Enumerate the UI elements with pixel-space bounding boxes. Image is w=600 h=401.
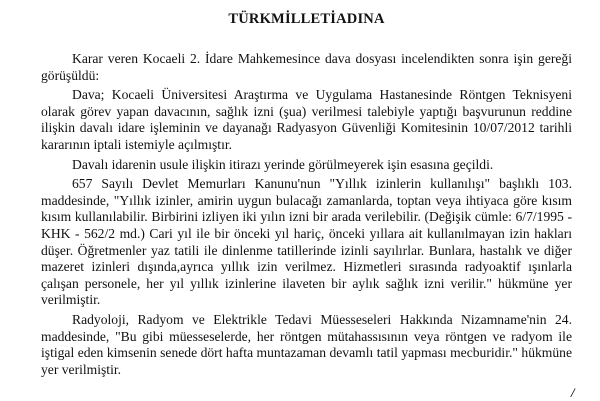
document-title: TÜRKMİLLETİADINA xyxy=(228,11,385,27)
paragraph: 657 Sayılı Devlet Memurları Kanunu'nun "Yıllık izinlerin kullanılışı" başlıklı 103. maddesinde, "Yıllık izinler, amirin uygun bulacağı zamanlarda, toptan veya ihtiyaca göre kısım kısım kullanılabilir. Birbirini izliyen iki yılın izni bir arada verilebilir. (Değişik cümle: 6/7/1995 - KHK - 562/2 md.) Cari yıl ile bir önceki yıl hariç, önceki yıllara ait kullanılmayan izin hakları düşer. Öğretmenler yaz tatili ile dinlenme tatillerinde izinli sayılırlar. Bunlara, hastalık ve diğer mazeret izinleri dışında,ayrıca yıllık izin verilmez. Hizmetleri sırasında radyoaktif ışınlarla çalışan personele, her yıl yıllık izinlerine ilaveten bir aylık sağlık izni verilir." hükmüne yer verilmiştir. xyxy=(41,176,572,308)
paragraph: Radyoloji, Radyom ve Elektrikle Tedavi Müesseseleri Hakkında Nizamname'nin 24. maddesinde, "Bu gibi müesseselerde, her röntgen mütahassısının veya röntgen ve radyom ile iştigal eden kimsenin senede dört hafta muntazaman devamlı tatil yapması mecburidir." hükmüne yer verilmiştir. xyxy=(41,311,572,377)
page-end-mark: / xyxy=(571,385,575,400)
paragraph: Dava; Kocaeli Üniversitesi Araştırma ve Uygulama Hastanesinde Röntgen Teknisyeni olarak görev yapan davacının, sağlık izni (şua) verilmesi talebiyle yaptığı başvurunun reddine ilişkin davalı idare işleminin ve dayanağı Radyasyon Güvenliği Komitesinin 10/07/2012 tarihli kararının iptali istemiyle açılmıştır. xyxy=(41,87,572,152)
document-page xyxy=(41,0,575,400)
paragraph: Karar veren Kocaeli 2. İdare Mahkemesince dava dosyası incelendikten sonra işin gereği görüşüldü: xyxy=(41,51,572,83)
paragraph: Davalı idarenin usule ilişkin itirazı yerinde görülmeyerek işin esasına geçildi. xyxy=(72,156,494,172)
document-body xyxy=(41,51,572,378)
